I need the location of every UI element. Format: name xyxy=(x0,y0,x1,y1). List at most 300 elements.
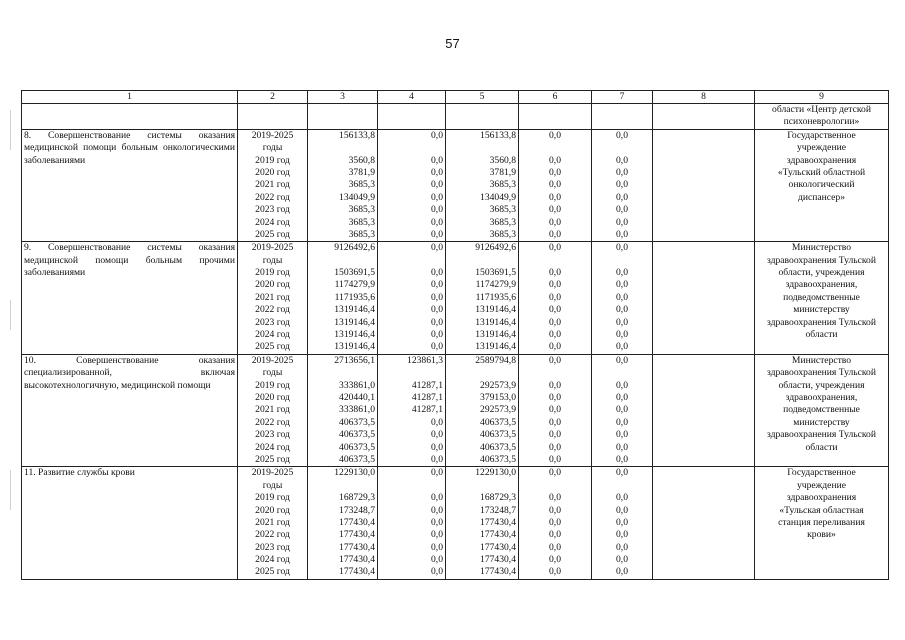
cell xyxy=(592,104,653,130)
value: 2713656,1 xyxy=(334,354,375,366)
measure-row xyxy=(22,242,889,355)
period-line: 2021 год xyxy=(255,404,290,416)
col8-cell xyxy=(653,129,755,242)
regional-cell xyxy=(446,467,519,580)
value: 177430,4 xyxy=(480,554,516,566)
org-line: подведомственные xyxy=(783,291,860,303)
header-cell: 1 xyxy=(22,91,238,104)
value: 0,0 xyxy=(616,379,628,391)
org-line: учреждение xyxy=(797,479,846,491)
value xyxy=(448,480,516,492)
value: 0,0 xyxy=(616,404,628,416)
total-cell xyxy=(308,129,378,242)
value: 0,0 xyxy=(549,179,561,191)
org-line: области «Центр детской xyxy=(772,104,871,115)
cell xyxy=(238,104,308,130)
value: 173248,7 xyxy=(339,504,375,516)
col8-cell xyxy=(653,354,755,467)
value xyxy=(448,255,516,267)
responsible-org-cell xyxy=(755,354,889,467)
value: 41287,1 xyxy=(411,391,443,403)
value: 41287,1 xyxy=(411,404,443,416)
value: 0,0 xyxy=(431,341,443,353)
cell xyxy=(308,104,378,130)
value xyxy=(594,255,650,267)
value: 1503691,5 xyxy=(334,267,375,279)
org-line: министерству xyxy=(793,304,850,316)
header-cell: 8 xyxy=(653,91,755,104)
municipal-cell xyxy=(519,129,592,242)
value: 3685,3 xyxy=(489,204,516,216)
value: 292573,9 xyxy=(480,404,516,416)
regional-cell xyxy=(446,354,519,467)
federal-cell xyxy=(378,242,446,355)
total-cell xyxy=(308,242,378,355)
value: 3685,3 xyxy=(348,228,375,240)
value: 3781,9 xyxy=(348,166,375,178)
org-line: здравоохранения Тульской xyxy=(767,316,876,328)
value: 406373,5 xyxy=(480,429,516,441)
value: 1503691,5 xyxy=(475,267,516,279)
value xyxy=(594,480,650,492)
period-line: 2020 год xyxy=(255,166,290,178)
value: 177430,4 xyxy=(480,541,516,553)
value: 0,0 xyxy=(616,191,628,203)
extra-cell xyxy=(592,354,653,467)
regional-cell xyxy=(446,242,519,355)
period-line: 2024 год xyxy=(255,441,290,453)
org-line: станция переливания xyxy=(778,516,865,528)
value: 177430,4 xyxy=(480,516,516,528)
value: 134049,9 xyxy=(480,191,516,203)
value: 333861,0 xyxy=(339,404,375,416)
value: 0,0 xyxy=(616,267,628,279)
org-line: министерству xyxy=(793,416,850,428)
period-line: 2021 год xyxy=(255,291,290,303)
value: 0,0 xyxy=(549,379,561,391)
value: 0,0 xyxy=(616,166,628,178)
value: 156133,8 xyxy=(480,129,516,141)
period-line: 2020 год xyxy=(255,504,290,516)
value xyxy=(380,255,443,267)
org-line: области xyxy=(805,329,838,341)
value: 0,0 xyxy=(616,341,628,353)
value: 1171935,6 xyxy=(475,291,516,303)
value: 0,0 xyxy=(616,504,628,516)
header-cell: 6 xyxy=(519,91,592,104)
value: 0,0 xyxy=(431,441,443,453)
value: 0,0 xyxy=(616,179,628,191)
period-line: 2023 год xyxy=(255,316,290,328)
value: 0,0 xyxy=(431,279,443,291)
value: 0,0 xyxy=(431,492,443,504)
value: 0,0 xyxy=(431,554,443,566)
value: 177430,4 xyxy=(480,529,516,541)
value: 177430,4 xyxy=(339,516,375,528)
value: 0,0 xyxy=(549,453,561,465)
value: 0,0 xyxy=(431,129,443,141)
value: 0,0 xyxy=(616,216,628,228)
value: 0,0 xyxy=(616,291,628,303)
org-line: области, учреждения xyxy=(778,379,865,391)
org-line: крови» xyxy=(807,529,836,541)
municipal-cell xyxy=(519,354,592,467)
value: 0,0 xyxy=(431,267,443,279)
value: 379153,0 xyxy=(480,391,516,403)
value: 0,0 xyxy=(616,242,628,254)
value xyxy=(310,480,375,492)
value: 406373,5 xyxy=(480,416,516,428)
value xyxy=(380,367,443,379)
value: 0,0 xyxy=(549,516,561,528)
value: 0,0 xyxy=(549,429,561,441)
measure-row xyxy=(22,129,889,242)
value: 0,0 xyxy=(549,154,561,166)
value: 0,0 xyxy=(616,154,628,166)
value xyxy=(380,480,443,492)
period-line: 2019 год xyxy=(255,492,290,504)
value xyxy=(594,367,650,379)
scan-edge-mark xyxy=(10,110,11,150)
value: 3685,3 xyxy=(348,216,375,228)
responsible-org-cell xyxy=(755,242,889,355)
value: 0,0 xyxy=(616,467,628,479)
period-line: 2024 год xyxy=(255,554,290,566)
value xyxy=(310,367,375,379)
period-line: 2025 год xyxy=(255,453,290,465)
period-cell xyxy=(238,129,308,242)
value: 9126492,6 xyxy=(334,242,375,254)
value: 0,0 xyxy=(549,216,561,228)
period-line: 2019 год xyxy=(255,379,290,391)
header-cell: 7 xyxy=(592,91,653,104)
cell xyxy=(519,104,592,130)
value: 0,0 xyxy=(549,341,561,353)
value: 0,0 xyxy=(431,516,443,528)
value xyxy=(521,367,589,379)
value: 406373,5 xyxy=(480,453,516,465)
org-line: области, учреждения xyxy=(778,267,865,279)
period-line: 2024 год xyxy=(255,216,290,228)
value: 0,0 xyxy=(431,429,443,441)
value: 0,0 xyxy=(431,166,443,178)
period-line: 2022 год xyxy=(255,304,290,316)
municipal-cell xyxy=(519,467,592,580)
period-line: 2019 год xyxy=(255,267,290,279)
value: 0,0 xyxy=(616,129,628,141)
period-line: 2023 год xyxy=(255,429,290,441)
org-line: здравоохранения, xyxy=(785,391,858,403)
org-line: «Тульская областная xyxy=(779,504,864,516)
org-line: здравоохранения xyxy=(786,492,857,504)
value: 177430,4 xyxy=(339,566,375,578)
value: 1319146,4 xyxy=(475,341,516,353)
extra-cell xyxy=(592,129,653,242)
period-line: 2020 год xyxy=(255,391,290,403)
org-line: здравоохранения Тульской xyxy=(767,254,876,266)
value: 0,0 xyxy=(616,279,628,291)
responsible-org-cell xyxy=(755,467,889,580)
value: 292573,9 xyxy=(480,379,516,391)
value: 420440,1 xyxy=(339,391,375,403)
period-cell xyxy=(238,242,308,355)
value: 1319146,4 xyxy=(334,304,375,316)
header-row xyxy=(22,91,889,104)
value: 0,0 xyxy=(616,566,628,578)
period-line: 2021 год xyxy=(255,516,290,528)
continuation-row xyxy=(22,104,889,130)
value: 0,0 xyxy=(431,304,443,316)
page-number: 57 xyxy=(445,36,460,51)
federal-cell xyxy=(378,129,446,242)
value: 1319146,4 xyxy=(334,316,375,328)
value: 0,0 xyxy=(616,429,628,441)
period-cell xyxy=(238,467,308,580)
value: 0,0 xyxy=(616,304,628,316)
org-line: диспансер» xyxy=(797,191,846,203)
federal-cell xyxy=(378,467,446,580)
value: 0,0 xyxy=(549,191,561,203)
value: 1229130,0 xyxy=(475,467,516,479)
value: 0,0 xyxy=(549,354,561,366)
value: 0,0 xyxy=(431,216,443,228)
value xyxy=(448,142,516,154)
value: 168729,3 xyxy=(339,492,375,504)
value: 406373,5 xyxy=(339,441,375,453)
period-line: 2022 год xyxy=(255,416,290,428)
value: 0,0 xyxy=(616,453,628,465)
value: 1319146,4 xyxy=(334,341,375,353)
value: 0,0 xyxy=(549,441,561,453)
period-line: годы xyxy=(262,142,283,154)
value xyxy=(380,142,443,154)
extra-cell xyxy=(592,242,653,355)
header-cell: 5 xyxy=(446,91,519,104)
value: 0,0 xyxy=(431,204,443,216)
value: 0,0 xyxy=(549,504,561,516)
value: 406373,5 xyxy=(480,441,516,453)
federal-cell xyxy=(378,354,446,467)
cell xyxy=(653,104,755,130)
value: 406373,5 xyxy=(339,416,375,428)
value: 177430,4 xyxy=(339,554,375,566)
org-line: Министерство xyxy=(791,242,852,254)
value: 0,0 xyxy=(549,492,561,504)
value: 41287,1 xyxy=(411,379,443,391)
period-line: 2023 год xyxy=(255,541,290,553)
value: 177430,4 xyxy=(480,566,516,578)
value: 0,0 xyxy=(431,179,443,191)
value: 0,0 xyxy=(616,416,628,428)
cell xyxy=(22,104,238,130)
value: 0,0 xyxy=(616,204,628,216)
org-line: Государственное xyxy=(787,129,856,141)
regional-cell xyxy=(446,129,519,242)
program-table xyxy=(21,90,889,580)
period-line: 2019-2025 xyxy=(251,242,294,254)
value: 0,0 xyxy=(549,329,561,341)
period-line: 2019-2025 xyxy=(251,129,294,141)
value: 0,0 xyxy=(549,267,561,279)
value: 0,0 xyxy=(431,467,443,479)
value: 1319146,4 xyxy=(475,304,516,316)
value: 0,0 xyxy=(549,304,561,316)
value: 0,0 xyxy=(549,467,561,479)
period-line: 2020 год xyxy=(255,279,290,291)
value: 123861,3 xyxy=(407,354,443,366)
period-line: 2019-2025 xyxy=(251,354,294,366)
value: 0,0 xyxy=(549,204,561,216)
period-line: 2022 год xyxy=(255,529,290,541)
value: 177430,4 xyxy=(339,529,375,541)
value: 0,0 xyxy=(431,329,443,341)
period-line: 2022 год xyxy=(255,191,290,203)
value: 0,0 xyxy=(549,566,561,578)
value: 0,0 xyxy=(431,541,443,553)
value: 3560,8 xyxy=(348,154,375,166)
period-line: 2025 год xyxy=(255,566,290,578)
measure-title: 9. Совершенствование системы оказания медицинской помощи больным прочими заболеваниями xyxy=(22,242,238,355)
org-line: здравоохранения Тульской xyxy=(767,429,876,441)
value xyxy=(448,367,516,379)
measure-title: 8. Совершенствование системы оказания медицинской помощи больным онкологическими заболеваниями xyxy=(22,129,238,242)
value: 0,0 xyxy=(549,228,561,240)
value: 0,0 xyxy=(549,416,561,428)
responsible-org-cell xyxy=(755,129,889,242)
value xyxy=(310,255,375,267)
value xyxy=(521,255,589,267)
value: 3685,3 xyxy=(348,179,375,191)
scan-edge-mark xyxy=(10,300,11,330)
value: 0,0 xyxy=(616,316,628,328)
extra-cell xyxy=(592,467,653,580)
value: 0,0 xyxy=(549,166,561,178)
value: 0,0 xyxy=(549,529,561,541)
value: 0,0 xyxy=(431,228,443,240)
value: 1174279,9 xyxy=(475,279,516,291)
value: 2589794,8 xyxy=(475,354,516,366)
scan-edge-mark xyxy=(10,470,11,510)
period-line: 2019 год xyxy=(255,154,290,166)
value: 1319146,4 xyxy=(475,329,516,341)
value: 3685,3 xyxy=(489,216,516,228)
org-line: онкологический xyxy=(788,179,855,191)
value: 3560,8 xyxy=(489,154,516,166)
period-line: 2023 год xyxy=(255,204,290,216)
value: 0,0 xyxy=(616,391,628,403)
value: 1229130,0 xyxy=(334,467,375,479)
value: 0,0 xyxy=(431,316,443,328)
value: 0,0 xyxy=(549,391,561,403)
value: 3685,3 xyxy=(489,228,516,240)
value: 0,0 xyxy=(431,291,443,303)
value: 0,0 xyxy=(431,566,443,578)
col8-cell xyxy=(653,242,755,355)
period-line: годы xyxy=(262,367,283,379)
value: 0,0 xyxy=(431,416,443,428)
value: 3685,3 xyxy=(489,179,516,191)
org-line: Министерство xyxy=(791,354,852,366)
municipal-cell xyxy=(519,242,592,355)
value: 0,0 xyxy=(431,529,443,541)
org-line: Государственное xyxy=(787,467,856,479)
value: 0,0 xyxy=(549,316,561,328)
value: 168729,3 xyxy=(480,492,516,504)
period-cell xyxy=(238,354,308,467)
value: 0,0 xyxy=(431,504,443,516)
org-line: подведомственные xyxy=(783,404,860,416)
value: 0,0 xyxy=(616,492,628,504)
period-line: годы xyxy=(262,254,283,266)
value: 173248,7 xyxy=(480,504,516,516)
value: 0,0 xyxy=(549,129,561,141)
responsible-org-cell xyxy=(755,104,889,130)
value: 0,0 xyxy=(549,404,561,416)
value: 1319146,4 xyxy=(475,316,516,328)
header-cell: 9 xyxy=(755,91,889,104)
value: 0,0 xyxy=(616,441,628,453)
value: 0,0 xyxy=(616,541,628,553)
value: 0,0 xyxy=(616,516,628,528)
value: 0,0 xyxy=(431,242,443,254)
org-line: области xyxy=(805,441,838,453)
col8-cell xyxy=(653,467,755,580)
org-line: психоневрологии» xyxy=(783,116,860,128)
total-cell xyxy=(308,354,378,467)
value: 1174279,9 xyxy=(334,279,375,291)
period-line: 2025 год xyxy=(255,341,290,353)
header-cell: 3 xyxy=(308,91,378,104)
value xyxy=(594,142,650,154)
value: 156133,8 xyxy=(339,129,375,141)
value: 0,0 xyxy=(549,279,561,291)
period-line: 2021 год xyxy=(255,179,290,191)
value xyxy=(521,480,589,492)
measure-title: 11. Развитие службы крови xyxy=(22,467,238,580)
total-cell xyxy=(308,467,378,580)
cell xyxy=(446,104,519,130)
value: 406373,5 xyxy=(339,429,375,441)
value: 0,0 xyxy=(431,154,443,166)
value: 0,0 xyxy=(616,354,628,366)
org-line: учреждение xyxy=(797,142,846,154)
header-cell: 2 xyxy=(238,91,308,104)
org-line: «Тульский областной xyxy=(777,166,866,178)
period-line: 2025 год xyxy=(255,228,290,240)
org-line: здравоохранения Тульской xyxy=(767,367,876,379)
value: 406373,5 xyxy=(339,453,375,465)
org-line: здравоохранения, xyxy=(785,279,858,291)
value: 9126492,6 xyxy=(475,242,516,254)
value: 333861,0 xyxy=(339,379,375,391)
value: 0,0 xyxy=(616,228,628,240)
value: 0,0 xyxy=(616,329,628,341)
period-line: 2019-2025 xyxy=(251,467,294,479)
measure-row xyxy=(22,354,889,467)
value: 0,0 xyxy=(431,191,443,203)
value: 134049,9 xyxy=(339,191,375,203)
value xyxy=(521,142,589,154)
value: 0,0 xyxy=(549,541,561,553)
org-line: здравоохранения xyxy=(786,154,857,166)
value: 0,0 xyxy=(549,242,561,254)
value: 0,0 xyxy=(616,529,628,541)
value: 3781,9 xyxy=(489,166,516,178)
value xyxy=(310,142,375,154)
value: 1171935,6 xyxy=(334,291,375,303)
measure-title: 10. Совершенствование оказания специализированной, включая высокотехнологичную, медицинской помощи xyxy=(22,354,238,467)
value: 1319146,4 xyxy=(334,329,375,341)
